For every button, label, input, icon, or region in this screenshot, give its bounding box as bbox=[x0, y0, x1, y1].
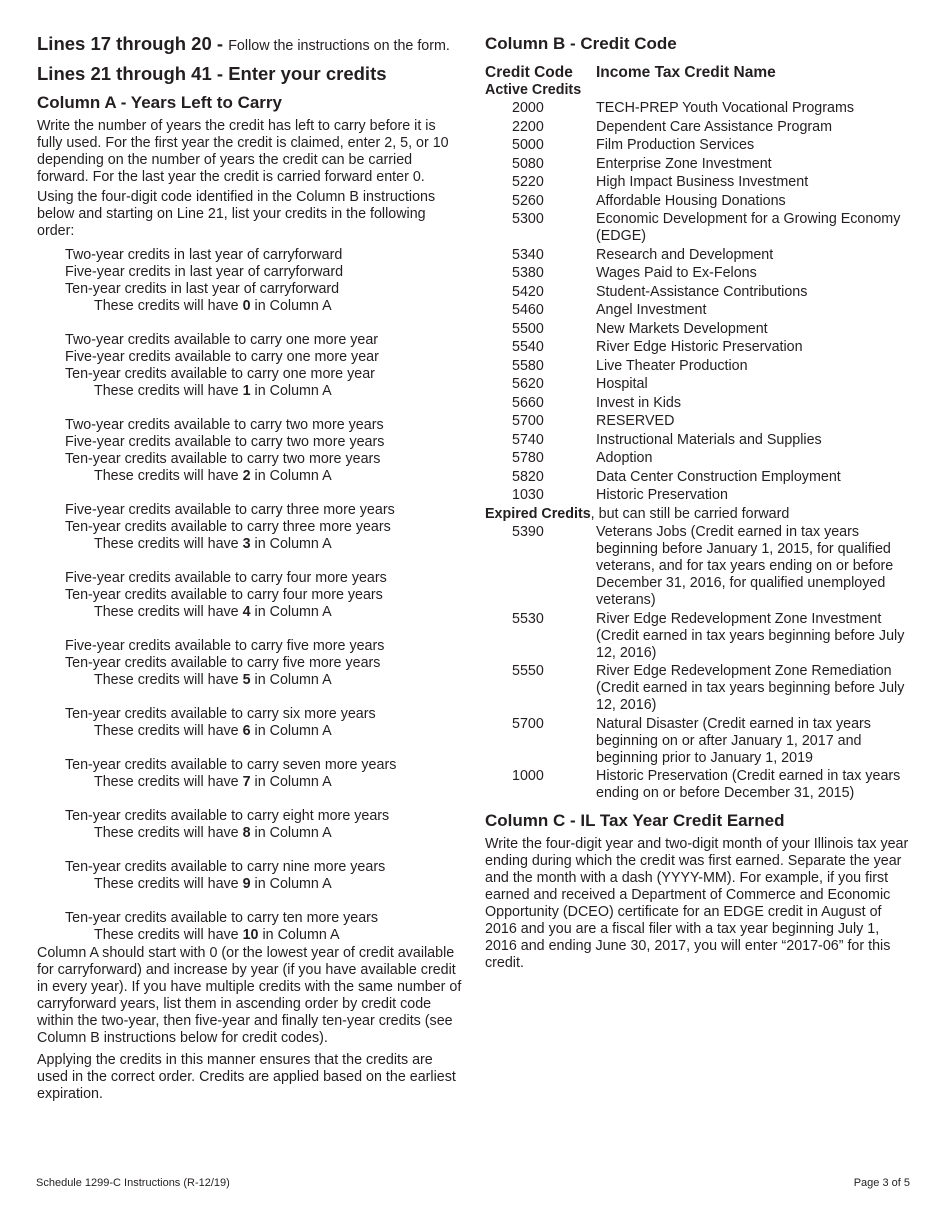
credit-code: 2200 bbox=[512, 118, 544, 135]
credit-name: Hospital bbox=[596, 376, 648, 392]
order-line: Five-year credits available to carry three more years bbox=[65, 502, 395, 518]
order-group bbox=[65, 808, 465, 842]
order-line: Ten-year credits available to carry seven more years bbox=[65, 757, 397, 773]
carryforward-order-list bbox=[37, 247, 465, 944]
credit-code: 5820 bbox=[512, 468, 544, 485]
result-suffix: in Column A bbox=[250, 383, 332, 399]
credit-row bbox=[485, 716, 910, 767]
credit-row bbox=[485, 302, 910, 319]
credit-row bbox=[485, 156, 910, 173]
credit-row bbox=[485, 119, 910, 136]
order-line: Five-year credits available to carry five more years bbox=[65, 638, 385, 654]
column-a-order-intro: Using the four-digit code identified in the Column B instructions below and starting on Line 21, list your credits in the following order: bbox=[37, 189, 436, 239]
credit-row bbox=[485, 469, 910, 486]
result-prefix: These credits will have bbox=[94, 723, 243, 739]
credit-row bbox=[485, 450, 910, 467]
lines-17-20-title: Lines 17 through 20 - bbox=[37, 33, 229, 54]
credit-code: 5390 bbox=[512, 524, 544, 540]
result-prefix: These credits will have bbox=[94, 604, 243, 620]
order-line: Five-year credits available to carry two more years bbox=[65, 434, 385, 450]
column-a-value: 10 bbox=[242, 927, 259, 943]
order-line: Two-year credits in last year of carryforward bbox=[65, 247, 343, 263]
credit-name: Economic Development for a Growing Economy (EDGE) bbox=[596, 211, 901, 244]
result-suffix: in Column A bbox=[250, 604, 332, 620]
order-line: Five-year credits available to carry four more years bbox=[65, 570, 387, 586]
order-group bbox=[65, 417, 465, 485]
credit-name: River Edge Redevelopment Zone Remediation (Credit earned in tax years beginning before July 12, 2016) bbox=[596, 663, 905, 713]
credit-code: 5080 bbox=[512, 155, 544, 172]
order-line: Five-year credits available to carry one more year bbox=[65, 349, 379, 365]
left-column bbox=[37, 33, 465, 1103]
credit-row bbox=[485, 100, 910, 117]
credit-code: 5340 bbox=[512, 246, 544, 263]
result-suffix: in Column A bbox=[250, 825, 332, 841]
credit-name: Angel Investment bbox=[596, 302, 707, 318]
column-c-heading: Column C - IL Tax Year Credit Earned bbox=[485, 811, 785, 830]
column-a-value-line bbox=[65, 298, 465, 315]
column-c-paragraph: Write the four-digit year and two-digit month of your Illinois tax year ending during which the credit was first earned. Separate the year and the month with a dash (YYYY-MM). For example, if you first earned and received a Department of Commerce and Economic Opportunity (DCEO) certificate for an EDGE credit in August of 2016 and you are a fiscal filer with a tax year beginning July 1, 2016 and ending June 30, 2017, you will enter “2017-06” for this credit. bbox=[485, 836, 909, 971]
credit-row bbox=[485, 174, 910, 191]
column-a-value-line bbox=[65, 536, 465, 553]
order-line: Ten-year credits available to carry eight more years bbox=[65, 808, 390, 824]
credit-row bbox=[485, 487, 910, 504]
credit-name: RESERVED bbox=[596, 413, 675, 429]
credit-row bbox=[485, 321, 910, 338]
result-prefix: These credits will have bbox=[94, 383, 243, 399]
credit-name: Enterprise Zone Investment bbox=[596, 155, 772, 172]
credit-name: Research and Development bbox=[596, 246, 774, 263]
order-line: Ten-year credits in last year of carryforward bbox=[65, 281, 340, 297]
column-a-value: 9 bbox=[242, 876, 251, 892]
credit-name: High Impact Business Investment bbox=[596, 174, 809, 190]
column-a-value-line bbox=[65, 468, 465, 485]
result-suffix: in Column A bbox=[250, 876, 332, 892]
credit-code: 5300 bbox=[512, 211, 544, 227]
order-group bbox=[65, 859, 465, 893]
column-a-value: 6 bbox=[242, 723, 251, 739]
credit-code: 2000 bbox=[512, 100, 544, 116]
column-a-value-line bbox=[65, 723, 465, 740]
credit-code: 5660 bbox=[512, 394, 544, 411]
order-line: Ten-year credits available to carry nine more years bbox=[65, 859, 386, 875]
column-a-value-line bbox=[65, 604, 465, 621]
order-group bbox=[65, 570, 465, 621]
order-line: Ten-year credits available to carry five more years bbox=[65, 655, 381, 671]
credit-code: 5550 bbox=[512, 663, 544, 679]
result-prefix: These credits will have bbox=[94, 927, 243, 943]
credit-code: 5220 bbox=[512, 174, 544, 190]
column-a-value: 1 bbox=[242, 383, 251, 399]
order-group bbox=[65, 757, 465, 791]
column-a-value: 8 bbox=[242, 825, 251, 841]
credit-name: Historic Preservation bbox=[596, 487, 728, 503]
order-group bbox=[65, 910, 465, 944]
order-line: Ten-year credits available to carry four more years bbox=[65, 587, 383, 603]
credit-row bbox=[485, 395, 910, 412]
result-suffix: in Column A bbox=[250, 774, 332, 790]
expired-credits-label bbox=[485, 506, 910, 523]
order-line: Ten-year credits available to carry ten more years bbox=[65, 910, 379, 926]
credit-code-header: Credit Code bbox=[485, 64, 573, 81]
credit-row bbox=[485, 284, 910, 301]
credit-name: River Edge Historic Preservation bbox=[596, 339, 803, 355]
result-prefix: These credits will have bbox=[94, 825, 243, 841]
credit-row bbox=[485, 413, 910, 430]
credit-name: New Markets Development bbox=[596, 320, 768, 337]
result-suffix: in Column A bbox=[258, 927, 340, 943]
expired-credits-list bbox=[485, 524, 910, 802]
credit-name: Veterans Jobs (Credit earned in tax years beginning before January 1, 2015, for qualified veterans, and for tax years ending on or before December 31, 2016, for qualified unemployed veterans) bbox=[596, 524, 894, 608]
credit-row bbox=[485, 432, 910, 449]
result-prefix: These credits will have bbox=[94, 298, 243, 314]
order-group bbox=[65, 247, 465, 315]
credit-name-header: Income Tax Credit Name bbox=[596, 64, 776, 81]
column-b-heading: Column B - Credit Code bbox=[485, 34, 677, 53]
result-suffix: in Column A bbox=[250, 298, 332, 314]
credit-name: Film Production Services bbox=[596, 137, 755, 153]
credit-name: River Edge Redevelopment Zone Investment (Credit earned in tax years beginning before July 12, 2016) bbox=[596, 610, 905, 661]
credit-row bbox=[485, 137, 910, 154]
credit-code: 5620 bbox=[512, 376, 544, 392]
credit-name: Dependent Care Assistance Program bbox=[596, 118, 833, 135]
credit-name: Affordable Housing Donations bbox=[596, 192, 786, 209]
order-group bbox=[65, 332, 465, 400]
order-line: Five-year credits in last year of carryforward bbox=[65, 264, 344, 280]
credit-name: Historic Preservation (Credit earned in tax years ending on or before December 31, 2015) bbox=[596, 768, 901, 801]
expired-credits-label-bold: Expired Credits bbox=[485, 506, 591, 522]
credit-code: 5260 bbox=[512, 192, 544, 209]
column-a-value: 3 bbox=[242, 536, 251, 552]
result-prefix: These credits will have bbox=[94, 468, 243, 484]
credit-code: 5530 bbox=[512, 610, 544, 627]
credit-name: Adoption bbox=[596, 450, 653, 466]
credit-code: 5460 bbox=[512, 302, 544, 318]
credit-code: 5780 bbox=[512, 450, 544, 466]
credit-code: 5700 bbox=[512, 413, 544, 429]
result-prefix: These credits will have bbox=[94, 672, 243, 688]
column-a-value-line bbox=[65, 774, 465, 791]
active-credits-list bbox=[485, 100, 910, 504]
column-a-value-line bbox=[65, 927, 465, 944]
credit-code: 5740 bbox=[512, 431, 544, 448]
credit-code: 5580 bbox=[512, 357, 544, 374]
column-a-value: 2 bbox=[242, 468, 251, 484]
lines-21-41-heading: Lines 21 through 41 - Enter your credits bbox=[37, 63, 387, 84]
credit-code: 5420 bbox=[512, 283, 544, 300]
lines-17-20-heading bbox=[37, 33, 465, 57]
page-number-footer: Page 3 of 5 bbox=[853, 1177, 910, 1189]
active-credits-label: Active Credits bbox=[485, 82, 582, 98]
credit-name: Live Theater Production bbox=[596, 357, 748, 374]
credit-code: 5000 bbox=[512, 137, 544, 153]
applying-paragraph: Applying the credits in this manner ensures that the credits are used in the correct order. Credits are applied based on the earliest expiration. bbox=[37, 1052, 456, 1102]
expired-credits-label-rest: , but can still be carried forward bbox=[590, 506, 790, 522]
credit-row bbox=[485, 211, 910, 245]
result-prefix: These credits will have bbox=[94, 536, 243, 552]
right-column bbox=[485, 33, 910, 972]
credit-name: Natural Disaster (Credit earned in tax years beginning on or after January 1, 2017 and beginning prior to January 1, 2019 bbox=[596, 715, 871, 766]
result-prefix: These credits will have bbox=[94, 876, 243, 892]
order-line: Ten-year credits available to carry one more year bbox=[65, 366, 375, 382]
column-a-start-paragraph: Column A should start with 0 (or the lowest year of credit available for carryforward) and increase by year (if you have available credit in every year). If you have multiple credits with the same number of carryforward years, list them in ascending order by credit code within the two-year, then five-year and finally ten-year credits (see Column B instructions below for credit codes). bbox=[37, 945, 462, 1046]
credit-row bbox=[485, 247, 910, 264]
credit-row bbox=[485, 524, 910, 609]
credit-code: 1000 bbox=[512, 768, 544, 784]
credit-code: 5540 bbox=[512, 339, 544, 355]
column-a-value-line bbox=[65, 383, 465, 400]
credit-name: Data Center Construction Employment bbox=[596, 468, 841, 485]
column-a-value-line bbox=[65, 672, 465, 689]
order-group bbox=[65, 502, 465, 553]
column-a-value: 0 bbox=[242, 298, 251, 314]
credit-name: Invest in Kids bbox=[596, 394, 682, 411]
column-a-heading: Column A - Years Left to Carry bbox=[37, 93, 282, 112]
credit-row bbox=[485, 376, 910, 393]
order-group bbox=[65, 638, 465, 689]
result-prefix: These credits will have bbox=[94, 774, 243, 790]
credit-row bbox=[485, 193, 910, 210]
order-line: Ten-year credits available to carry two more years bbox=[65, 451, 381, 467]
result-suffix: in Column A bbox=[250, 536, 332, 552]
order-line: Ten-year credits available to carry six more years bbox=[65, 706, 376, 722]
column-a-value-line bbox=[65, 825, 465, 842]
lines-17-20-text: Follow the instructions on the form. bbox=[228, 38, 450, 54]
column-a-intro: Write the number of years the credit has left to carry before it is fully used. For the first year the credit is claimed, enter 2, 5, or 10 depending on the number of years the credit can be carried forward. For the last year the credit is carried forward enter 0. bbox=[37, 118, 449, 185]
result-suffix: in Column A bbox=[250, 468, 332, 484]
credit-code: 5500 bbox=[512, 320, 544, 337]
column-a-value-line bbox=[65, 876, 465, 893]
order-line: Two-year credits available to carry one more year bbox=[65, 332, 379, 348]
credit-row bbox=[485, 265, 910, 282]
credit-name: Student-Assistance Contributions bbox=[596, 283, 808, 300]
credit-row bbox=[485, 358, 910, 375]
credit-name: Instructional Materials and Supplies bbox=[596, 431, 822, 448]
credit-name: TECH-PREP Youth Vocational Programs bbox=[596, 100, 855, 116]
credit-row bbox=[485, 339, 910, 356]
column-a-value: 4 bbox=[242, 604, 251, 620]
credit-table-header bbox=[485, 63, 910, 82]
credit-row bbox=[485, 663, 910, 714]
order-group bbox=[65, 706, 465, 740]
order-line: Ten-year credits available to carry three more years bbox=[65, 519, 391, 535]
credit-name: Wages Paid to Ex-Felons bbox=[596, 265, 757, 281]
column-a-value: 5 bbox=[242, 672, 251, 688]
credit-code: 5380 bbox=[512, 265, 544, 281]
result-suffix: in Column A bbox=[250, 672, 332, 688]
credit-row bbox=[485, 611, 910, 662]
order-line: Two-year credits available to carry two more years bbox=[65, 417, 384, 433]
result-suffix: in Column A bbox=[250, 723, 332, 739]
credit-code: 5700 bbox=[512, 715, 544, 732]
credit-row bbox=[485, 768, 910, 802]
credit-code: 1030 bbox=[512, 487, 544, 503]
form-id-footer: Schedule 1299-C Instructions (R-12/19) bbox=[36, 1177, 230, 1189]
column-a-value: 7 bbox=[242, 774, 251, 790]
